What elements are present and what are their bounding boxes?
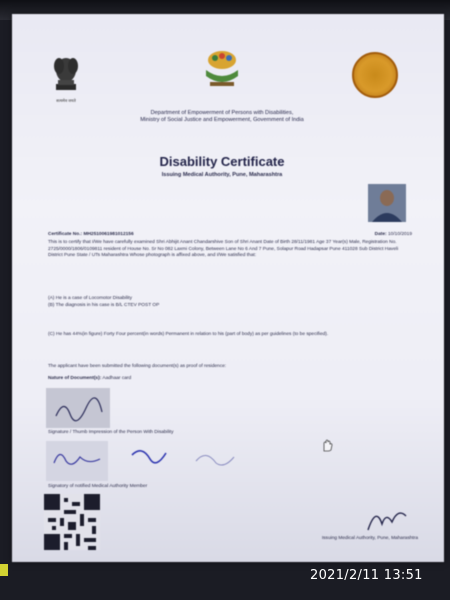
certificate-paper <box>12 14 444 562</box>
department-heading <box>72 110 372 124</box>
item-b: (B) The diagnosis in his case is B/L CTEV POST OP <box>48 302 160 308</box>
nature-label: Nature of Document(s): <box>48 376 102 381</box>
medical-authority-caption: Signatory of notified Medical Authority Member <box>48 484 148 489</box>
government-seal <box>352 52 398 98</box>
issue-date-line <box>342 232 412 239</box>
nature-of-document-line <box>48 376 348 383</box>
certificate-number-line <box>48 232 248 239</box>
hand-cursor-icon <box>320 438 334 452</box>
national-emblem-icon <box>50 48 82 96</box>
accessibility-logo-icon <box>202 48 242 92</box>
item-a: (A) He is a case of Locomotor Disability <box>48 296 132 301</box>
date-value: 10/10/2019 <box>387 232 412 237</box>
submitted-documents-text: The applicant have been submitted the following document(s) as proof of residence: <box>48 364 227 369</box>
applicant-photo <box>368 184 406 222</box>
issuing-authority-caption: Issuing Medical Authority, Pune, Maharashtra <box>321 536 418 541</box>
certificate-number-value: MH2510061981012156 <box>83 232 134 237</box>
disability-percentage: (C) He has 44%(in figure) Forty Four percent(in words) Permanent in relation to his (part of body) as per guidelines (to be specified). <box>48 332 329 337</box>
date-label: Date: <box>374 232 387 237</box>
certificate-number-label: Certificate No.: <box>48 232 83 237</box>
certificate-subtitle: Issuing Medical Authority, Pune, Maharashtra <box>161 172 283 178</box>
applicant-signature-box <box>46 388 110 428</box>
department-line1: Department of Empowerment of Persons with Disabilities, <box>150 110 294 116</box>
gallery-corner-icon <box>0 564 8 576</box>
department-line2: Ministry of Social Justice and Empowerment, Government of India <box>140 117 304 123</box>
certification-body: This is to certify that I/We have carefully examined Shri Abhijit Anant Chandarshive Son of Shri Anant Date of Birth 28/11/1981 Age 37 Year(s) Male, Registration No. 2725/0000/1806/0109811 resident of House No. Sr No 082 Laxmi Colony, Between Lane No 6 And 7 Pune, Solapur Road Hadapsar Pune 411028 Sub District Haveli District Pune State / UTs Maharashtra Whose photograph is affixed above, and I/We satisfied that: <box>48 240 399 259</box>
photo-timestamp: 2021/2/11 13:51 <box>310 568 423 583</box>
qr-code-icon <box>44 494 100 550</box>
emblem-caption: सत्यमेव जयते <box>56 98 76 103</box>
nature-value: Aadhaar card <box>102 376 132 381</box>
issuer-signature-icon <box>362 502 412 536</box>
applicant-signature-caption: Signature / Thumb Impression of the Person With Disability <box>48 430 174 435</box>
applicant-signature-icon <box>46 388 110 428</box>
certificate-title: Disability Certificate <box>159 154 285 169</box>
disability-items <box>48 296 348 309</box>
medical-authority-signatures-icon <box>46 439 246 483</box>
